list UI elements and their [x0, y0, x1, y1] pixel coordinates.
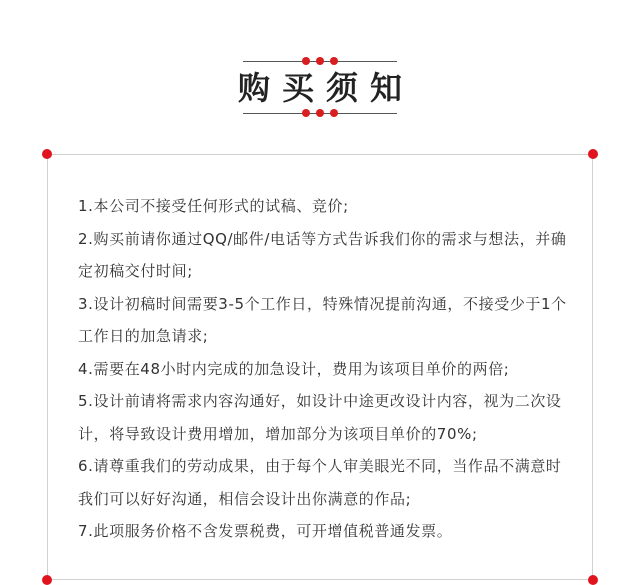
notice-item: 1.本公司不接受任何形式的试稿、竞价;: [78, 197, 349, 215]
notice-item: 2.购买前请你通过QQ/邮件/电话等方式告诉我们你的需求与想法，并确定初稿交付时间;: [78, 229, 567, 280]
decor-dot: [330, 57, 338, 65]
notice-item: 6.请尊重我们的劳动成果，由于每个人审美眼光不同，当作品不满意时我们可以好好沟通，相信会设计出你满意的作品;: [78, 457, 562, 508]
frame-corner-dot: [42, 149, 52, 159]
title-top-dots: [302, 57, 338, 65]
frame-corner-dot: [588, 575, 598, 585]
notice-item: 3.设计初稿时间需要3-5个工作日，特殊情况提前沟通，不接受少于1个工作日的加急请求;: [78, 294, 567, 345]
notice-item: 7.此项服务价格不含发票税费，可开增值税普通发票。: [78, 522, 453, 540]
page-title: 购买须知: [237, 69, 414, 107]
frame-corner-dot: [588, 149, 598, 159]
decor-dot: [302, 109, 310, 117]
notice-header: [0, 0, 640, 140]
decor-dot: [316, 57, 324, 65]
title-bottom-dots: [302, 109, 338, 117]
decor-dot: [330, 109, 338, 117]
notice-item: 5.设计前请将需求内容沟通好，如设计中途更改设计内容，视为二次设计，将导致设计费用增加，增加部分为该项目单价的70%;: [78, 392, 562, 443]
notice-item: 4.需要在48小时内完成的加急设计，费用为该项目单价的两倍;: [78, 359, 510, 378]
decor-dot: [302, 57, 310, 65]
notice-list: [78, 190, 568, 548]
decor-dot: [316, 109, 324, 117]
frame-corner-dot: [42, 575, 52, 585]
